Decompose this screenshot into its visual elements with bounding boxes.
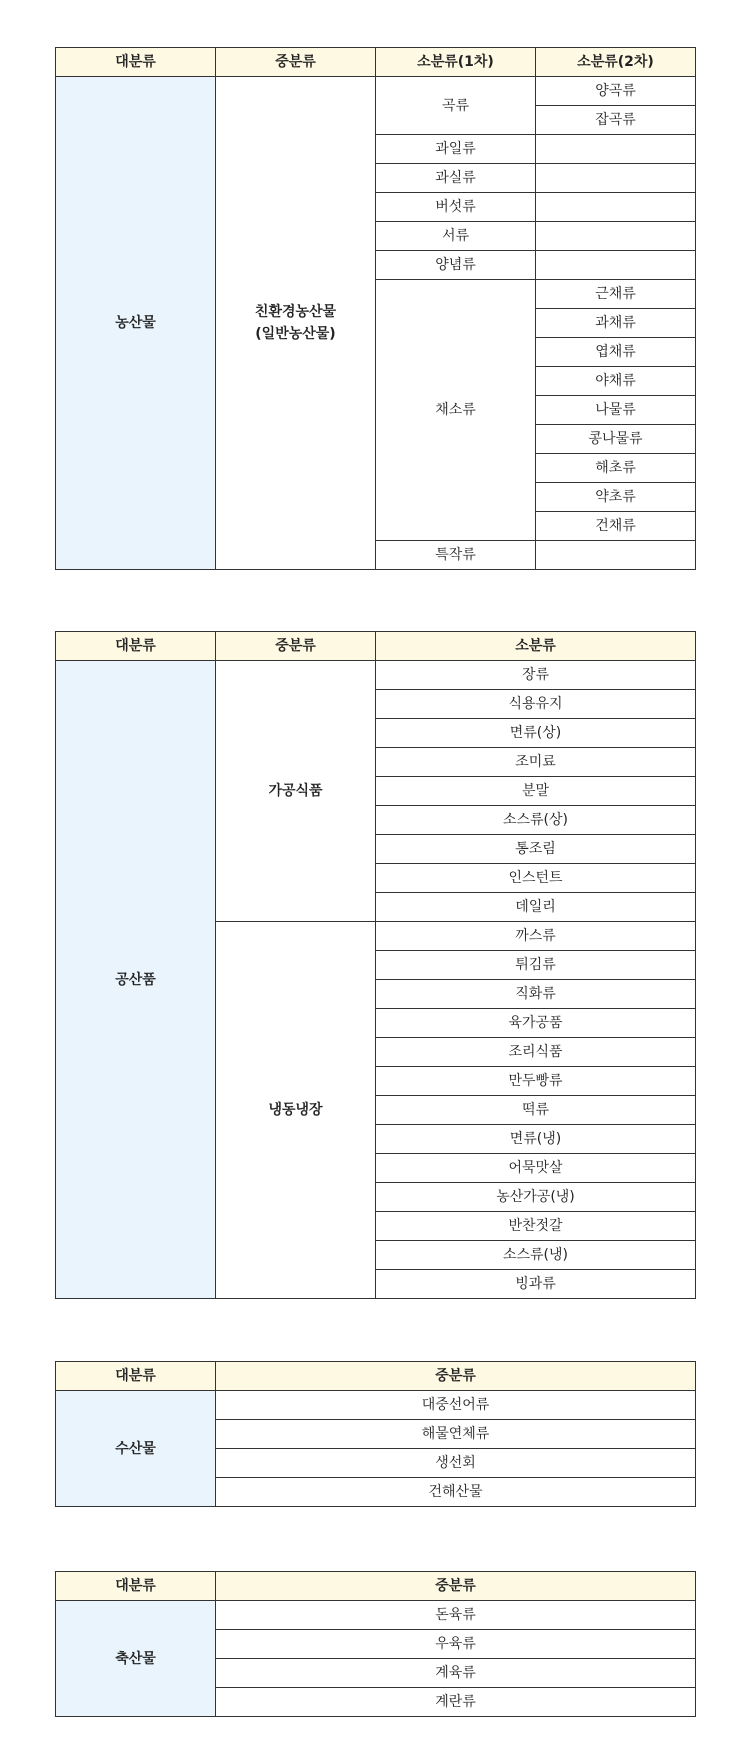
header-middle: 중분류	[216, 1362, 696, 1391]
sub2-category: 잡곡류	[536, 106, 696, 135]
sub2-empty	[536, 251, 696, 280]
sub-category: 인스턴트	[376, 864, 696, 893]
agriculture-category-table	[55, 47, 696, 570]
header-major: 대분류	[56, 1362, 216, 1391]
header-row	[56, 1362, 696, 1391]
middle-category: 대중선어류	[216, 1391, 696, 1420]
middle-category: 생선회	[216, 1449, 696, 1478]
sub-category: 튀김류	[376, 951, 696, 980]
major-category: 농산물	[56, 77, 216, 570]
middle-category: 건해산물	[216, 1478, 696, 1507]
middle-category: 계육류	[216, 1659, 696, 1688]
sub-category: 반찬젓갈	[376, 1212, 696, 1241]
middle-category: 냉동냉장	[216, 922, 376, 1299]
sub2-category: 콩나물류	[536, 425, 696, 454]
sub2-category: 과채류	[536, 309, 696, 338]
sub1-category: 곡류	[376, 77, 536, 135]
header-major: 대분류	[56, 1572, 216, 1601]
sub2-category: 해초류	[536, 454, 696, 483]
sub-category: 소스류(냉)	[376, 1241, 696, 1270]
sub-category: 조리식품	[376, 1038, 696, 1067]
sub2-category: 야채류	[536, 367, 696, 396]
middle-category: 가공식품	[216, 661, 376, 922]
major-category: 공산품	[56, 661, 216, 1299]
table-row	[56, 1391, 696, 1420]
sub-category: 만두빵류	[376, 1067, 696, 1096]
sub1-category: 채소류	[376, 280, 536, 541]
middle-category-line1: 친환경농산물	[254, 304, 337, 320]
header-row	[56, 48, 696, 77]
sub2-empty	[536, 541, 696, 570]
table-row	[56, 77, 696, 106]
sub-category: 빙과류	[376, 1270, 696, 1299]
sub1-category: 버섯류	[376, 193, 536, 222]
header-sub2: 소분류(2차)	[536, 48, 696, 77]
sub1-category: 서류	[376, 222, 536, 251]
header-row	[56, 1572, 696, 1601]
header-major: 대분류	[56, 48, 216, 77]
middle-category: 해물연체류	[216, 1420, 696, 1449]
sub-category: 직화류	[376, 980, 696, 1009]
header-middle: 중분류	[216, 632, 376, 661]
sub1-category: 과일류	[376, 135, 536, 164]
sub-category: 조미료	[376, 748, 696, 777]
header-major: 대분류	[56, 632, 216, 661]
sub-category: 분말	[376, 777, 696, 806]
middle-category: 돈육류	[216, 1601, 696, 1630]
header-sub: 소분류	[376, 632, 696, 661]
middle-category: 우육류	[216, 1630, 696, 1659]
sub-category: 까스류	[376, 922, 696, 951]
sub-category: 어묵맛살	[376, 1154, 696, 1183]
sub-category: 면류(냉)	[376, 1125, 696, 1154]
sub-category: 소스류(상)	[376, 806, 696, 835]
middle-category: 계란류	[216, 1688, 696, 1717]
sub-category: 떡류	[376, 1096, 696, 1125]
table-row	[56, 661, 696, 690]
sub-category: 농산가공(냉)	[376, 1183, 696, 1212]
industrial-category-table	[55, 631, 696, 1299]
header-sub1: 소분류(1차)	[376, 48, 536, 77]
table-row	[56, 1601, 696, 1630]
sub-category: 통조림	[376, 835, 696, 864]
sub-category: 식용유지	[376, 690, 696, 719]
middle-category-line2: (일반농산물)	[255, 326, 336, 342]
sub2-category: 건채류	[536, 512, 696, 541]
sub2-category: 엽채류	[536, 338, 696, 367]
major-category: 수산물	[56, 1391, 216, 1507]
sub2-category: 근채류	[536, 280, 696, 309]
sub2-empty	[536, 193, 696, 222]
sub-category: 장류	[376, 661, 696, 690]
sub-category: 육가공품	[376, 1009, 696, 1038]
sub1-category: 과실류	[376, 164, 536, 193]
sub2-category: 약초류	[536, 483, 696, 512]
sub-category: 데일리	[376, 893, 696, 922]
sub2-empty	[536, 135, 696, 164]
livestock-category-table	[55, 1571, 696, 1717]
sub2-empty	[536, 164, 696, 193]
seafood-category-table	[55, 1361, 696, 1507]
header-row	[56, 632, 696, 661]
sub1-category: 특작류	[376, 541, 536, 570]
header-middle: 중분류	[216, 1572, 696, 1601]
sub2-empty	[536, 222, 696, 251]
middle-category	[216, 77, 376, 570]
major-category: 축산물	[56, 1601, 216, 1717]
sub2-category: 양곡류	[536, 77, 696, 106]
sub1-category: 양념류	[376, 251, 536, 280]
sub2-category: 나물류	[536, 396, 696, 425]
header-middle: 중분류	[216, 48, 376, 77]
sub-category: 면류(상)	[376, 719, 696, 748]
